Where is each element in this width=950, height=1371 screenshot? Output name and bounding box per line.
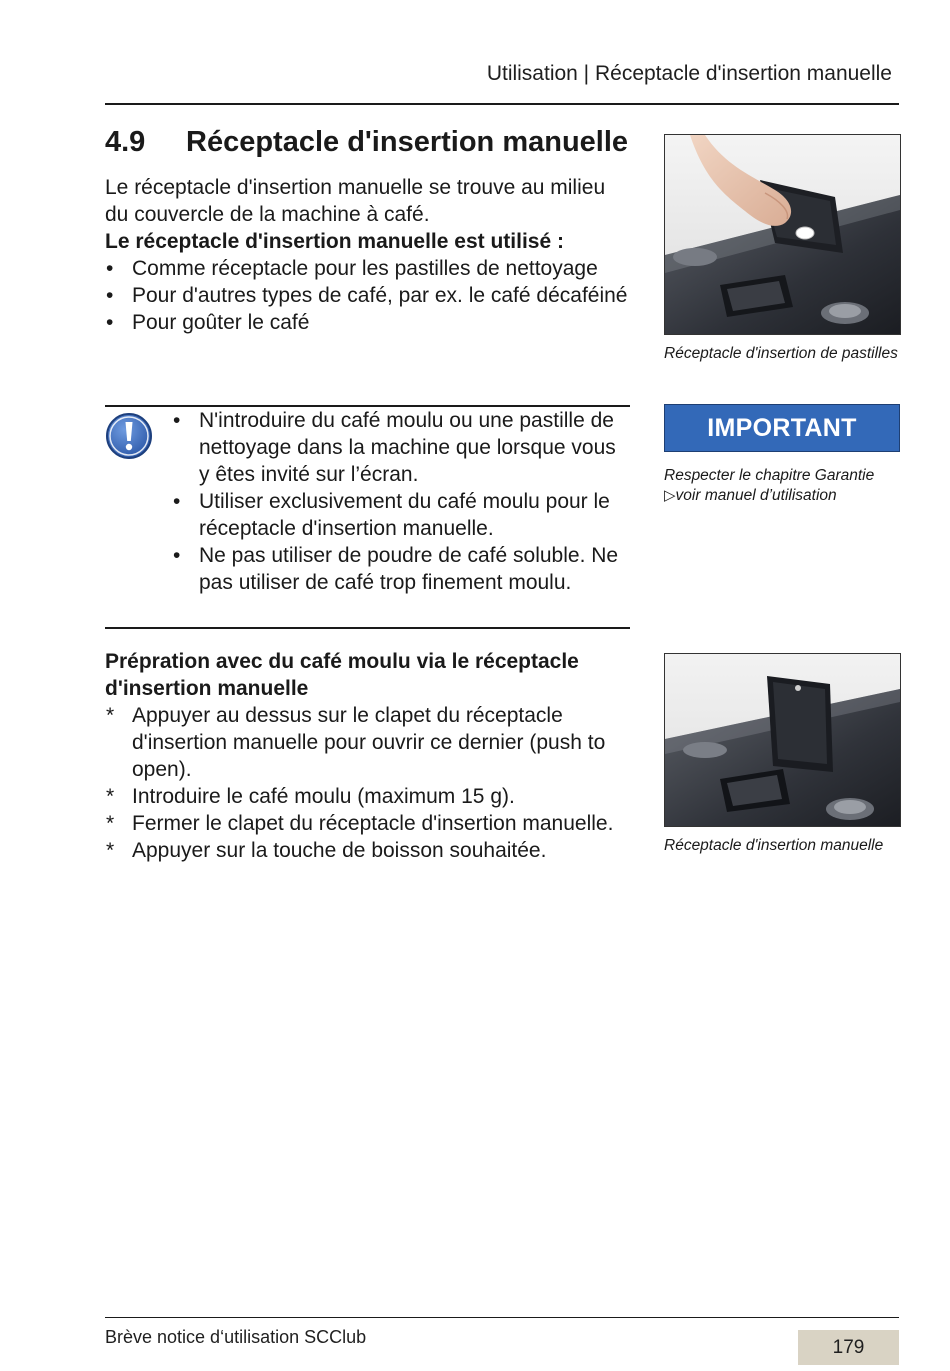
notice-list: [172, 407, 630, 596]
step-item: * Introduire le café moulu (maximum 15 g).: [105, 783, 630, 810]
important-banner: IMPORTANT: [664, 404, 900, 452]
uses-heading: Le réceptacle d'insertion manuelle est utilisé :: [105, 230, 564, 253]
triangle-right-icon: ▷: [664, 487, 676, 504]
manual-insertion-photo: [664, 653, 901, 827]
important-note-ref: [664, 486, 904, 506]
preparation-steps: [105, 702, 630, 864]
important-note-line: Respecter le chapitre Garantie: [664, 467, 875, 484]
tablet-insertion-photo: [664, 134, 901, 335]
notice-bottom-rule: [105, 627, 630, 629]
section-number: 4.9: [105, 126, 146, 158]
step-item: * Appuyer au dessus sur le clapet du réceptacle d'insertion manuelle pour ouvrir ce dernier (push to open).: [105, 702, 630, 783]
exclamation-circle-icon: [105, 412, 153, 460]
notice-item: • Utiliser exclusivement du café moulu pour le réceptacle d'insertion manuelle.: [172, 488, 630, 542]
running-header: Utilisation | Réceptacle d'insertion manuelle: [486, 62, 892, 85]
step-item: * Fermer le clapet du réceptacle d'insertion manuelle.: [105, 810, 630, 837]
uses-list: [105, 255, 630, 336]
list-item: • Pour d'autres types de café, par ex. le café décaféiné: [105, 282, 630, 309]
notice-item: • Ne pas utiliser de poudre de café soluble. Ne pas utiliser de café trop finement moulu.: [172, 542, 630, 596]
important-note: [664, 466, 904, 506]
section-heading: [105, 126, 628, 159]
important-note-link: voir manuel d’utilisation: [675, 487, 837, 504]
header-divider: [105, 103, 899, 105]
section-title: Réceptacle d'insertion manuelle: [186, 126, 629, 158]
intro-text: Le réceptacle d'insertion manuelle se trouve au milieu du couvercle de la machine à café.: [105, 176, 606, 226]
intro-block: [105, 174, 630, 336]
step-item: * Appuyer sur la touche de boisson souhaitée.: [105, 837, 630, 864]
footer-divider: [105, 1317, 899, 1318]
preparation-block: [105, 648, 630, 864]
page-number: 179: [798, 1330, 899, 1365]
list-item: • Pour goûter le café: [105, 309, 630, 336]
notice-item: • N'introduire du café moulu ou une pastille de nettoyage dans la machine que lorsque vous y êtes invité sur l’écran.: [172, 407, 630, 488]
figure1-caption: Réceptacle d'insertion de pastilles: [664, 345, 898, 362]
footer-doc-title: Brève notice d‘utilisation SCClub: [105, 1327, 367, 1347]
figure2-caption: Réceptacle d'insertion manuelle: [664, 837, 884, 854]
list-item: • Comme réceptacle pour les pastilles de nettoyage: [105, 255, 630, 282]
preparation-heading: Prépration avec du café moulu via le réceptacle d'insertion manuelle: [105, 650, 579, 700]
